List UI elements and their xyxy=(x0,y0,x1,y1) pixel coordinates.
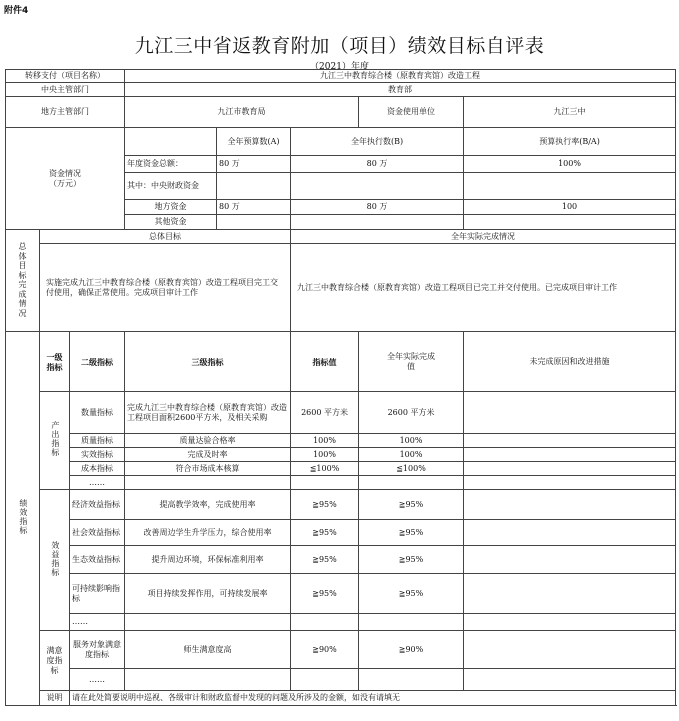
indicator-col-actual: 全年实际完成值 xyxy=(359,332,464,392)
funds-row-exec xyxy=(291,215,464,230)
indicator-level3: 完成及时率 xyxy=(125,448,291,462)
indicator-value: 100% xyxy=(291,448,359,462)
indicator-value: 2600 平方米 xyxy=(291,392,359,434)
project-row xyxy=(6,70,676,83)
funds-row-budget: 80 万 xyxy=(217,156,291,173)
central-dept-row xyxy=(6,83,676,97)
indicator-level2: …… xyxy=(70,476,125,490)
indicator-row xyxy=(6,476,676,490)
goals-target-text: 实施完成九江三中教育综合楼（原教育宾馆）改造工程项目完工交付使用，确保正常使用。完成项目审计工作 xyxy=(40,244,291,332)
project-label: 转移支付（项目名称） xyxy=(6,70,125,83)
indicator-actual xyxy=(359,476,464,490)
indicator-level2: 可持续影响指标 xyxy=(70,574,125,614)
indicator-value: 100% xyxy=(291,434,359,448)
indicator-actual: ≧95% xyxy=(359,490,464,520)
indicator-level2: 经济效益指标 xyxy=(70,490,125,520)
indicator-actual: ≧90% xyxy=(359,631,464,669)
note-text: 请在此处简要说明中巡视、各级审计和财政监督中发现的问题及所涉及的金额，如没有请填无 xyxy=(70,691,676,706)
indicator-level3: 项目持续发挥作用，可持续发展率 xyxy=(125,574,291,614)
funds-row-budget xyxy=(217,173,291,200)
indicator-value: ≧95% xyxy=(291,520,359,546)
indicator-value: ≧95% xyxy=(291,546,359,574)
indicator-actual: ≧95% xyxy=(359,520,464,546)
indicator-level2: …… xyxy=(70,614,125,631)
goals-col-target: 总体目标 xyxy=(40,230,291,244)
central-dept-value: 教育部 xyxy=(125,83,676,97)
local-dept-label: 地方主管部门 xyxy=(6,97,125,128)
funds-row-label: 地方资金 xyxy=(125,200,217,215)
indicator-row xyxy=(6,448,676,462)
indicator-level3 xyxy=(125,669,291,691)
indicator-value xyxy=(291,614,359,631)
indicator-reason xyxy=(464,434,676,448)
funds-row-budget xyxy=(217,215,291,230)
indicator-reason xyxy=(464,448,676,462)
indicator-level3: 质量达验合格率 xyxy=(125,434,291,448)
funds-row-budget: 80 万 xyxy=(217,200,291,215)
indicator-row xyxy=(6,546,676,574)
indicator-level2: 成本指标 xyxy=(70,462,125,476)
year-label: （2021）年度 xyxy=(310,62,369,72)
indicator-reason xyxy=(464,669,676,691)
indicator-actual: ≦100% xyxy=(359,462,464,476)
goals-actual-text: 九江三中教育综合楼（原教育宾馆）改造工程项目已完工并交付使用。已完成项目审计工作 xyxy=(291,244,676,332)
indicator-header-row xyxy=(6,332,676,392)
indicator-reason xyxy=(464,490,676,520)
indicator-value: ≧95% xyxy=(291,490,359,520)
indicator-row xyxy=(6,462,676,476)
funds-row-label: 其中：中央财政资金 xyxy=(125,173,217,200)
goals-header-row xyxy=(6,230,676,244)
indicator-level3: 提高教学效率，完成使用率 xyxy=(125,490,291,520)
indicator-level3: 完成九江三中教育综合楼（原教育宾馆）改造工程项目面积2600平方米，及相关采购 xyxy=(125,392,291,434)
indicator-reason xyxy=(464,631,676,669)
indicator-level3: 提升周边环境，环保标准利用率 xyxy=(125,546,291,574)
funds-row-rate xyxy=(464,215,676,230)
indicator-level3: 师生满意度高 xyxy=(125,631,291,669)
local-dept-value: 九江市教育局 xyxy=(125,97,359,128)
unit-label: 资金使用单位 xyxy=(359,97,464,128)
indicator-level2: 生态效益指标 xyxy=(70,546,125,574)
indicator-col-value: 指标值 xyxy=(291,332,359,392)
unit-value: 九江三中 xyxy=(464,97,676,128)
indicator-row xyxy=(6,631,676,669)
funds-label: 资金情况（万元） xyxy=(6,128,125,230)
funds-col-rate: 预算执行率(B/A) xyxy=(464,128,676,156)
indicator-reason xyxy=(464,476,676,490)
indicator-value xyxy=(291,476,359,490)
indicator-actual: ≧95% xyxy=(359,574,464,614)
indicator-row xyxy=(6,520,676,546)
indicator-level2: 数量指标 xyxy=(70,392,125,434)
indicator-row xyxy=(6,392,676,434)
funds-row-exec: 80 万 xyxy=(291,200,464,215)
indicator-actual: 100% xyxy=(359,434,464,448)
indicator-actual xyxy=(359,669,464,691)
indicator-value: ≧90% xyxy=(291,631,359,669)
funds-col-budget: 全年预算数(A) xyxy=(217,128,291,156)
evaluation-table xyxy=(5,69,676,706)
indicator-col-reason: 未完成原因和改进措施 xyxy=(464,332,676,392)
goals-label: 总体目标完成情况 xyxy=(6,230,40,332)
indicator-level2: 质量指标 xyxy=(70,434,125,448)
indicator-actual: 100% xyxy=(359,448,464,462)
central-dept-label: 中央主管部门 xyxy=(6,83,125,97)
indicator-level2: 服务对象满意度指标 xyxy=(70,631,125,669)
indicator-level3: 改善周边学生升学压力，综合使用率 xyxy=(125,520,291,546)
indicator-reason xyxy=(464,392,676,434)
indicator-reason xyxy=(464,546,676,574)
attachment-label: 附件4 xyxy=(4,6,29,16)
indicator-level2: 实效指标 xyxy=(70,448,125,462)
indicator-level2: …… xyxy=(70,669,125,691)
indicator-reason xyxy=(464,614,676,631)
indicator-row xyxy=(6,669,676,691)
goals-col-actual: 全年实际完成情况 xyxy=(291,230,676,244)
indicator-col-level1: 一级指标 xyxy=(40,332,70,392)
page-title: 九江三中省返教育附加（项目）绩效目标自评表 xyxy=(134,35,545,57)
note-label: 说明 xyxy=(40,691,70,706)
note-row xyxy=(6,691,676,706)
funds-row-label: 其他资金 xyxy=(125,215,217,230)
funds-header-blank xyxy=(125,128,217,156)
indicator-row xyxy=(6,490,676,520)
indicator-level3 xyxy=(125,476,291,490)
funds-row-exec: 80 万 xyxy=(291,156,464,173)
indicator-value: ≧95% xyxy=(291,574,359,614)
indicator-row xyxy=(6,614,676,631)
indicator-row xyxy=(6,434,676,448)
indicator-col-level3: 三级指标 xyxy=(125,332,291,392)
indicator-reason xyxy=(464,574,676,614)
project-value: 九江三中教育综合楼（原教育宾馆）改造工程 xyxy=(125,70,676,83)
funds-header-row xyxy=(6,128,676,156)
goals-content-row xyxy=(6,244,676,332)
funds-row-rate: 100% xyxy=(464,156,676,173)
indicator-level3 xyxy=(125,614,291,631)
indicator-reason xyxy=(464,520,676,546)
funds-row-exec xyxy=(291,173,464,200)
funds-row-rate xyxy=(464,173,676,200)
funds-col-exec: 全年执行数(B) xyxy=(291,128,464,156)
indicator-value xyxy=(291,669,359,691)
indicator-section-label: 绩效指标 xyxy=(6,332,40,706)
indicator-level3: 符合市场成本核算 xyxy=(125,462,291,476)
indicator-value: ≦100% xyxy=(291,462,359,476)
indicator-col-level2: 二级指标 xyxy=(70,332,125,392)
benefit-indicator-label: 效益指标 xyxy=(40,490,70,631)
indicator-reason xyxy=(464,462,676,476)
satisfaction-indicator-label: 满意度指标 xyxy=(40,631,70,691)
indicator-actual xyxy=(359,614,464,631)
indicator-row xyxy=(6,574,676,614)
local-dept-row xyxy=(6,97,676,128)
funds-row-label: 年度资金总额： xyxy=(125,156,217,173)
indicator-level2: 社会效益指标 xyxy=(70,520,125,546)
output-indicator-label: 产出指标 xyxy=(40,392,70,490)
funds-row-rate: 100 xyxy=(464,200,676,215)
indicator-actual: ≧95% xyxy=(359,546,464,574)
indicator-actual: 2600 平方米 xyxy=(359,392,464,434)
